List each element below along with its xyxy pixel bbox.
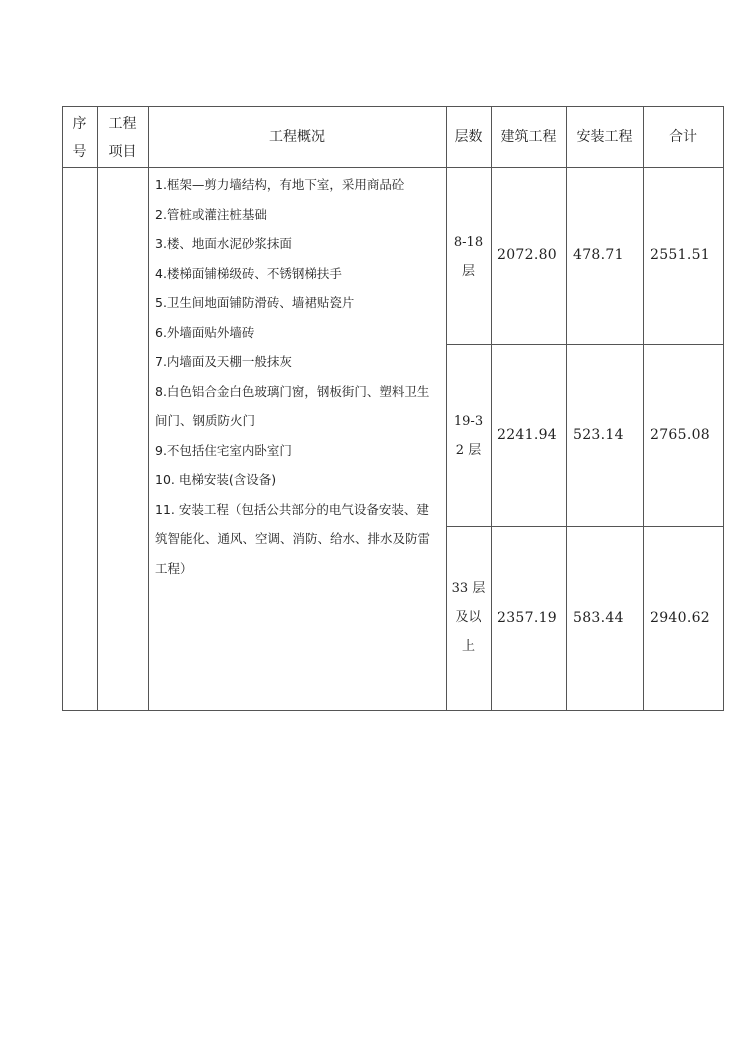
- overview-line: 筑智能化、通风、空调、消防、给水、排水及防雷: [155, 531, 431, 546]
- header-project-line-1: 工程: [108, 116, 137, 132]
- row-2-floor-line-1: 19-3: [453, 414, 484, 429]
- header-seq: [62, 110, 97, 166]
- overview-line: 6.外墙面贴外墙砖: [155, 324, 255, 340]
- row-2-installation: 523.14: [573, 427, 624, 443]
- row-1-floor: [446, 228, 491, 286]
- row-1-installation: 478.71: [573, 247, 624, 263]
- row-divider-1: [446, 344, 724, 345]
- header-floors: 层数: [454, 129, 483, 145]
- overview-description: [155, 170, 447, 583]
- row-3-floor: [446, 574, 491, 661]
- header-construction: 建筑工程: [500, 129, 557, 145]
- col-divider-5: [566, 106, 567, 711]
- header-seq-line-1: 序: [72, 116, 87, 132]
- row-1-floor-line-2: 层: [461, 264, 475, 279]
- overview-line: 间门、钢质防火门: [155, 413, 256, 428]
- row-2-floor: [446, 407, 491, 465]
- row-2-floor-line-2: 2 层: [455, 443, 482, 458]
- col-divider-6: [643, 106, 644, 711]
- header-project-line-2: 项目: [108, 144, 137, 160]
- row-1-construction: 2072.80: [497, 247, 557, 263]
- row-1-floor-line-1: 8-18: [453, 235, 484, 250]
- row-2-construction: 2241.94: [497, 427, 557, 443]
- table-border-left: [62, 106, 63, 711]
- header-installation: 安装工程: [576, 129, 633, 145]
- row-3-floor-line-1: 33 层: [451, 581, 486, 596]
- header-overview: 工程概况: [269, 129, 325, 145]
- overview-line: 2.管桩或灌注桩基础: [155, 206, 267, 222]
- row-divider-2: [446, 526, 724, 527]
- header-divider: [62, 167, 724, 168]
- header-seq-line-2: 号: [72, 144, 87, 160]
- overview-line: 11. 安装工程（包括公共部分的电气设备安装、建: [155, 501, 429, 517]
- overview-line: 10. 电梯安装(含设备): [155, 472, 277, 487]
- row-3-construction: 2357.19: [497, 610, 557, 626]
- col-divider-2: [148, 106, 149, 711]
- overview-line: 1.框架—剪力墙结构，有地下室，采用商品砼: [155, 177, 405, 192]
- table-border-top: [62, 106, 724, 107]
- header-total: 合计: [669, 129, 697, 145]
- overview-line: 5.卫生间地面铺防滑砖、墙裙贴瓷片: [155, 295, 355, 310]
- table-border-bottom: [62, 710, 724, 711]
- overview-line: 7.内墙面及天棚一般抹灰: [155, 354, 292, 369]
- overview-line: 8.白色铝合金白色玻璃门窗，钢板街门、塑料卫生: [155, 383, 430, 399]
- col-divider-4: [491, 106, 492, 711]
- row-1-total: 2551.51: [650, 247, 710, 263]
- row-3-installation: 583.44: [573, 610, 624, 626]
- overview-line: 4.楼梯面铺梯级砖、不锈钢梯扶手: [155, 265, 342, 281]
- row-3-floor-line-3: 上: [461, 639, 475, 654]
- overview-line: 3.楼、地面水泥砂浆抹面: [155, 236, 292, 251]
- overview-line: 工程）: [155, 560, 193, 576]
- table-border-right: [723, 106, 724, 711]
- header-project: [97, 110, 148, 166]
- row-3-total: 2940.62: [650, 610, 710, 626]
- col-divider-1: [97, 106, 98, 711]
- row-3-floor-line-2: 及以: [455, 610, 482, 625]
- overview-line: 9.不包括住宅室内卧室门: [155, 442, 292, 458]
- row-2-total: 2765.08: [650, 427, 710, 443]
